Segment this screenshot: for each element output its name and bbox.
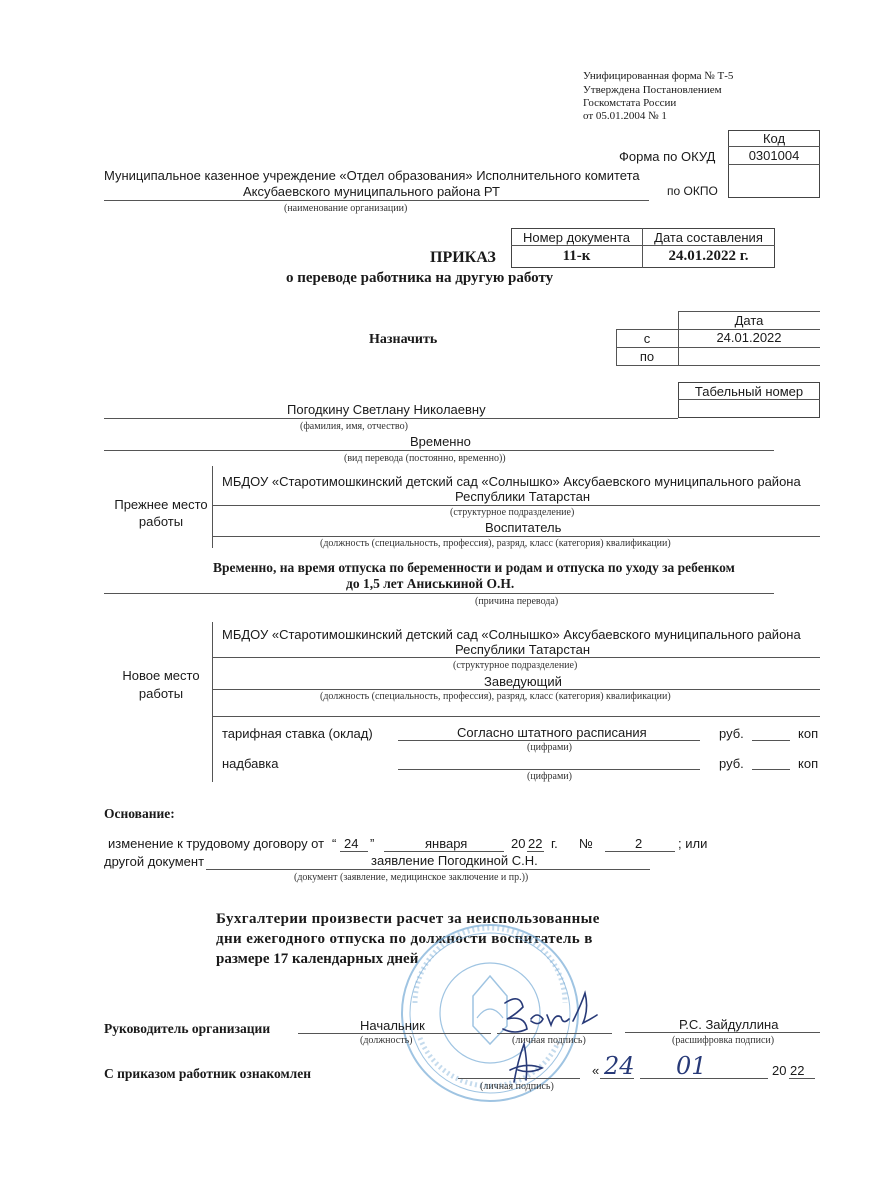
date-to-label: по bbox=[639, 349, 655, 364]
contract-year-suffix: 22 bbox=[528, 836, 543, 851]
kod-header: Код bbox=[762, 131, 786, 146]
acquainted-label: С приказом работник ознакомлен bbox=[104, 1066, 312, 1081]
new-dept-line2: Республики Татарстан bbox=[455, 642, 591, 657]
contract-number-sign: № bbox=[579, 836, 593, 851]
bonus-digits-caption: (цифрами) bbox=[527, 771, 572, 782]
organization-name-line1: Муниципальное казенное учреждение «Отдел образования» Исполнительного комитета bbox=[104, 168, 640, 183]
ack-signature-caption: (личная подпись) bbox=[480, 1081, 554, 1092]
doc-date-header: Дата составления bbox=[654, 230, 763, 245]
contract-or: ; или bbox=[678, 836, 708, 851]
ack-year-suffix: 22 bbox=[790, 1063, 805, 1078]
contract-number: 2 bbox=[635, 836, 643, 851]
organization-caption: (наименование организации) bbox=[284, 203, 408, 214]
accounting-line3: размере 17 календарных дней bbox=[216, 951, 419, 967]
other-doc-label: другой документ bbox=[104, 854, 205, 869]
previous-position: Воспитатель bbox=[485, 520, 562, 535]
form-ref-line: Унифицированная форма № Т-5 bbox=[583, 70, 734, 82]
new-dept-caption: (структурное подразделение) bbox=[453, 660, 578, 671]
rate-value: Согласно штатного расписания bbox=[457, 725, 647, 740]
ack-month: 01 bbox=[676, 1052, 707, 1080]
date-from-label: с bbox=[643, 331, 651, 346]
bonus-label: надбавка bbox=[222, 756, 279, 771]
head-label: Руководитель организации bbox=[104, 1021, 271, 1036]
form-ref-line: Госкомстата России bbox=[583, 97, 677, 109]
contract-year-unit: г. bbox=[551, 836, 558, 851]
previous-label-line1: Прежнее место bbox=[114, 497, 208, 512]
head-position-caption: (должность) bbox=[360, 1035, 413, 1046]
bonus-kop-label: коп bbox=[798, 756, 819, 771]
head-name: Р.С. Зайдуллина bbox=[679, 1017, 779, 1032]
ack-day-open-quote: « bbox=[592, 1063, 600, 1078]
organization-name-line2: Аксубаевского муниципального района РТ bbox=[243, 184, 500, 199]
contract-day-close-quote: ” bbox=[370, 836, 375, 851]
form-ref-line: Утверждена Постановлением bbox=[583, 84, 722, 96]
previous-label-line2: работы bbox=[138, 514, 184, 529]
rate-kop-label: коп bbox=[798, 726, 819, 741]
contract-year-prefix: 20 bbox=[511, 836, 526, 851]
contract-day-open-quote: “ bbox=[332, 836, 337, 851]
contract-day: 24 bbox=[344, 836, 359, 851]
other-doc-caption: (документ (заявление, медицинское заключение и пр.)) bbox=[294, 872, 529, 883]
date-from-value: 24.01.2022 bbox=[716, 330, 782, 345]
okud-value: 0301004 bbox=[748, 148, 800, 163]
tab-number-header: Табельный номер bbox=[694, 384, 804, 399]
other-doc-value: заявление Погодкиной С.Н. bbox=[371, 853, 538, 868]
form-ref-line: от 05.01.2004 № 1 bbox=[583, 110, 667, 122]
head-signature-caption: (личная подпись) bbox=[512, 1035, 586, 1046]
reason-line2: до 1,5 лет Аниськиной О.Н. bbox=[346, 576, 515, 591]
previous-dept-caption: (структурное подразделение) bbox=[450, 507, 575, 518]
rate-label: тарифная ставка (оклад) bbox=[222, 726, 373, 741]
employee-name: Погодкину Светлану Николаевну bbox=[287, 402, 486, 417]
new-position: Заведующий bbox=[484, 674, 562, 689]
previous-position-caption: (должность (специальность, профессия), разряд, класс (категория) квалификации) bbox=[320, 538, 671, 549]
previous-dept-line1: МБДОУ «Старотимошкинский детский сад «Солнышко» Аксубаевского муниципального района bbox=[222, 474, 801, 489]
doc-number: 11-к bbox=[562, 248, 591, 264]
assign-label: Назначить bbox=[369, 332, 438, 347]
accounting-line2: дни ежегодного отпуска по должности воспитатель в bbox=[216, 931, 593, 947]
head-handwritten-signature bbox=[485, 985, 615, 1040]
transfer-type: Временно bbox=[410, 434, 471, 449]
rate-rub-label: руб. bbox=[719, 726, 744, 741]
basis-label: Основание: bbox=[104, 806, 175, 821]
employee-handwritten-signature bbox=[500, 1040, 560, 1088]
new-label-line2: работы bbox=[138, 686, 184, 701]
transfer-type-caption: (вид перевода (постоянно, временно)) bbox=[344, 453, 506, 464]
new-label-line1: Новое место bbox=[122, 668, 200, 683]
employee-caption: (фамилия, имя, отчество) bbox=[300, 421, 408, 432]
reason-caption: (причина перевода) bbox=[475, 596, 559, 607]
okud-label: Форма по ОКУД bbox=[619, 149, 716, 164]
new-position-caption: (должность (специальность, профессия), разряд, класс (категория) квалификации) bbox=[320, 691, 671, 702]
ack-day: 24 bbox=[604, 1052, 635, 1080]
order-title: ПРИКАЗ bbox=[430, 249, 496, 266]
rate-digits-caption: (цифрами) bbox=[527, 742, 572, 753]
order-subtitle: о переводе работника на другую работу bbox=[286, 270, 554, 286]
ack-year-prefix: 20 bbox=[772, 1063, 787, 1078]
previous-dept-line2: Республики Татарстан bbox=[455, 489, 591, 504]
doc-number-header: Номер документа bbox=[522, 230, 630, 245]
okpo-label: по ОКПО bbox=[667, 184, 718, 198]
date-header: Дата bbox=[734, 313, 764, 328]
accounting-line1: Бухгалтерии произвести расчет за неиспользованные bbox=[216, 911, 600, 927]
doc-date: 24.01.2022 г. bbox=[668, 248, 749, 264]
head-position: Начальник bbox=[360, 1018, 425, 1033]
head-name-caption: (расшифровка подписи) bbox=[672, 1035, 775, 1046]
bonus-rub-label: руб. bbox=[719, 756, 744, 771]
contract-text: изменение к трудовому договору от bbox=[108, 836, 325, 851]
reason-line1: Временно, на время отпуска по беременности и родам и отпуска по уходу за ребенком bbox=[213, 560, 735, 575]
new-dept-line1: МБДОУ «Старотимошкинский детский сад «Солнышко» Аксубаевского муниципального района bbox=[222, 627, 801, 642]
contract-month: января bbox=[425, 836, 468, 851]
